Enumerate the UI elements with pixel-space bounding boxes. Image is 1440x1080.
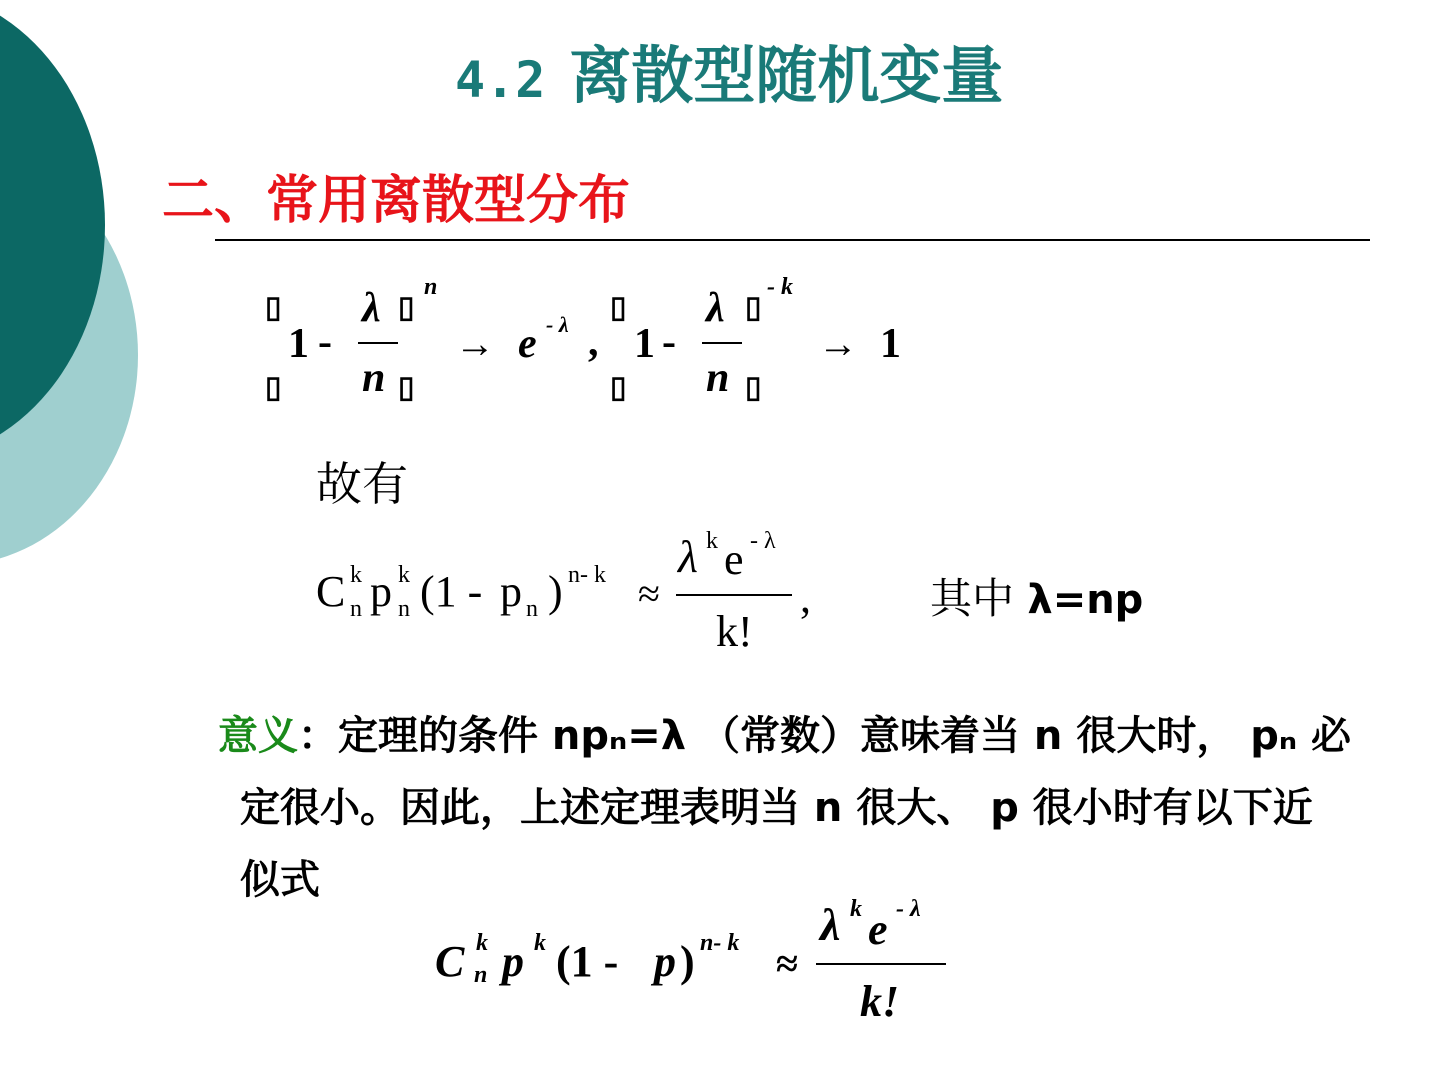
denom-3: k!: [860, 977, 900, 1026]
bracket-open-1: ▯: [265, 291, 282, 324]
p-sup-k: k: [398, 562, 410, 588]
title-number: 4.2: [455, 51, 546, 109]
approx-3: ≈: [776, 941, 798, 986]
lambda-1: λ: [362, 285, 381, 331]
numer-lambda-3: λ: [820, 899, 841, 950]
open-paren-2: (1 -: [420, 567, 483, 616]
fraction-bar-2: [702, 342, 742, 344]
numer-e-2: e: [724, 535, 744, 584]
exponent-neg-lambda: - λ: [546, 312, 569, 337]
open-paren-3: (1 -: [556, 937, 619, 986]
lambda-np: λ=np: [1027, 577, 1144, 623]
close-paren-2: ): [548, 567, 563, 616]
fraction-bar-4: [816, 963, 946, 965]
bracket-close-2b: ▯: [745, 371, 762, 404]
arrow-1: →: [455, 321, 495, 366]
e-symbol: e: [518, 321, 537, 367]
C-3: C: [435, 937, 465, 986]
denom-2: k!: [716, 607, 753, 656]
fraction-bar-3: [676, 594, 792, 596]
C3-sup-k: k: [476, 930, 488, 956]
meaning-line-2: 定很小。因此，上述定理表明当 n 很大、 p 很小时有以下近: [240, 785, 1313, 831]
bracket-close-1: ▯: [398, 291, 415, 324]
bracket-open-1b: ▯: [265, 371, 282, 404]
C-sub-n: n: [350, 596, 362, 622]
meaning-label: 意义: [218, 713, 298, 759]
divider-line: [215, 239, 1370, 241]
bracket-close-2: ▯: [745, 291, 762, 324]
meaning-line-3: 似式: [240, 857, 320, 903]
slide-title: [455, 26, 1003, 115]
section-heading: 二、常用离散型分布: [162, 171, 631, 231]
title-text: 离散型随机变量: [569, 39, 1004, 112]
C3-sub-n: n: [474, 962, 488, 988]
approx-2: ≈: [638, 571, 660, 616]
qi-zhong-text: 其中: [930, 574, 1015, 623]
gu-you-text: 故有: [316, 457, 408, 511]
p2-3: p: [654, 937, 676, 986]
exponent-n: n: [424, 274, 438, 300]
C-sup-k: k: [350, 562, 362, 588]
p-3: p: [502, 937, 524, 986]
numer-k-2: k: [706, 528, 718, 554]
arrow-2: →: [818, 321, 858, 366]
numer-exp-3: - λ: [896, 896, 921, 922]
close-paren-3: ): [680, 937, 695, 986]
p-2: p: [370, 567, 392, 616]
meaning-line-1: ：定理的条件 npₙ=λ （常数）意味着当 n 很大时， pₙ 必: [298, 713, 1352, 759]
bracket-open-2: ▯: [610, 291, 627, 324]
numer-k-3: k: [850, 896, 862, 922]
p-sub-n: n: [398, 596, 410, 622]
numer-lambda-2: λ: [678, 531, 698, 582]
comma-2: ,: [800, 573, 811, 622]
one-1: 1: [288, 321, 309, 367]
exponent-n-minus-k: n- k: [568, 562, 606, 588]
minus-2: -: [662, 319, 676, 365]
minus-1: -: [318, 319, 332, 365]
fraction-bar-1: [358, 342, 398, 344]
numer-exp-2: - λ: [750, 528, 776, 554]
one-result: 1: [880, 321, 901, 367]
bracket-open-2b: ▯: [610, 371, 627, 404]
exponent-neg-k: - k: [767, 274, 793, 300]
p3-sup-k: k: [534, 930, 546, 956]
pn-sub-n: n: [526, 596, 538, 622]
C-2: C: [316, 567, 346, 616]
lambda-definition: [930, 566, 1143, 626]
bracket-close-1b: ▯: [398, 371, 415, 404]
comma-1: ,: [588, 319, 599, 365]
n-1: n: [362, 355, 386, 401]
pn-2: p: [500, 567, 522, 616]
exponent-3: n- k: [700, 930, 740, 956]
lambda-2: λ: [706, 285, 725, 331]
meaning-paragraph: [218, 700, 1398, 916]
one-2: 1: [634, 321, 655, 367]
n-2: n: [706, 355, 730, 401]
numer-e-3: e: [868, 905, 888, 954]
